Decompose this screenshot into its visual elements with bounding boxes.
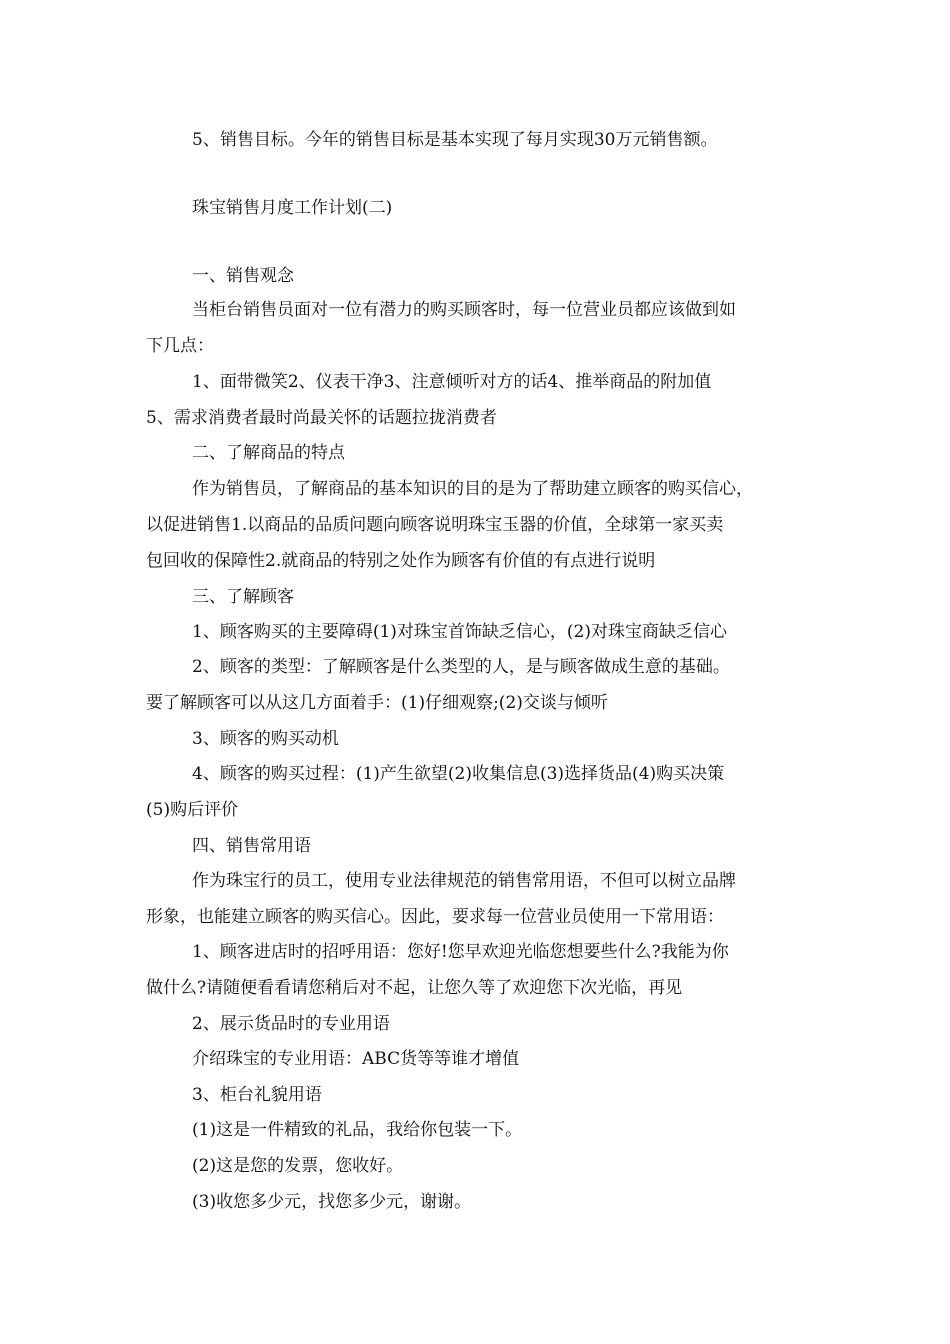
paragraph-line: 3、柜台礼貌用语 — [192, 1085, 322, 1105]
paragraph-line: (3)收您多少元，找您多少元，谢谢。 — [192, 1192, 472, 1212]
paragraph-line: (1)这是一件精致的礼品，我给你包装一下。 — [192, 1120, 523, 1140]
paragraph-line: 4、顾客的购买过程：(1)产生欲望(2)收集信息(3)选择货品(4)购买决策 — [192, 764, 725, 784]
heading-sales-phrases: 四、销售常用语 — [192, 836, 311, 856]
paragraph-line: (2)这是您的发票，您收好。 — [192, 1156, 404, 1176]
sales-target-line: 5、销售目标。今年的销售目标是基本实现了每月实现30万元销售额。 — [192, 130, 718, 150]
paragraph-line: 作为销售员，了解商品的基本知识的目的是为了帮助建立顾客的购买信心， — [192, 479, 753, 499]
paragraph-line: (5)购后评价 — [146, 800, 239, 820]
heading-sales-concept: 一、销售观念 — [192, 266, 294, 286]
paragraph-line: 当柜台销售员面对一位有潜力的购买顾客时，每一位营业员都应该做到如 — [192, 300, 736, 320]
paragraph-line: 以促进销售1.以商品的品质问题向顾客说明珠宝玉器的价值，全球第一家买卖 — [146, 515, 724, 535]
section-title: 珠宝销售月度工作计划(二) — [192, 198, 393, 218]
heading-product-features: 二、了解商品的特点 — [192, 443, 345, 463]
paragraph-line: 包回收的保障性2.就商品的特别之处作为顾客有价值的有点进行说明 — [146, 551, 656, 571]
paragraph-line: 2、展示货品时的专业用语 — [192, 1014, 390, 1034]
paragraph-line: 1、顾客购买的主要障碍(1)对珠宝首饰缺乏信心，(2)对珠宝商缺乏信心 — [192, 622, 727, 642]
paragraph-line: 1、顾客进店时的招呼用语：您好!您早欢迎光临您想要些什么?我能为你 — [192, 942, 729, 962]
paragraph-line: 5、需求消费者最时尚最关怀的话题拉拢消费者 — [146, 408, 497, 428]
paragraph-line: 作为珠宝行的员工，使用专业法律规范的销售常用语，不但可以树立品牌 — [192, 871, 736, 891]
heading-know-customers: 三、了解顾客 — [192, 587, 294, 607]
paragraph-line: 形象，也能建立顾客的购买信心。因此，要求每一位营业员使用一下常用语： — [146, 907, 724, 927]
paragraph-line: 要了解顾客可以从这几方面着手：(1)仔细观察;(2)交谈与倾听 — [146, 693, 608, 713]
paragraph-line: 下几点： — [146, 336, 214, 356]
paragraph-line: 介绍珠宝的专业用语：ABC货等等谁才增值 — [192, 1049, 520, 1069]
paragraph-line: 1、面带微笑2、仪表干净3、注意倾听对方的话4、推举商品的附加值 — [192, 372, 712, 392]
paragraph-line: 做什么?请随便看看请您稍后对不起，让您久等了欢迎您下次光临，再见 — [146, 978, 683, 998]
paragraph-line: 2、顾客的类型：了解顾客是什么类型的人，是与顾客做成生意的基础。 — [192, 657, 730, 677]
paragraph-line: 3、顾客的购买动机 — [192, 729, 339, 749]
